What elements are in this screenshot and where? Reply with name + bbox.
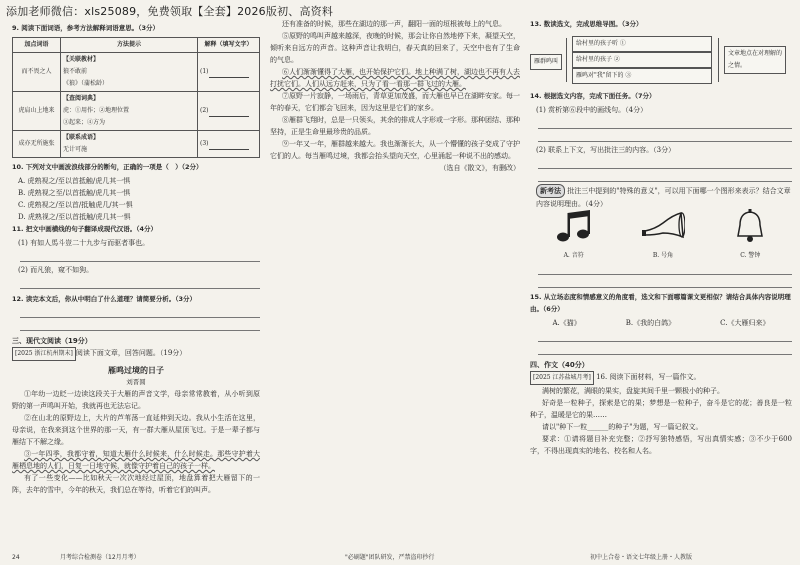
conclusion-text: 之情。 xyxy=(728,62,747,69)
passage-source: （选自《散文》，有删改） xyxy=(439,164,520,172)
answer-line[interactable] xyxy=(20,278,260,289)
option-a[interactable]: A. 虎熟视之/至以首抵触/虎几其一惧 xyxy=(18,177,131,185)
right-column xyxy=(530,18,792,457)
method-text: 《狼》（蒲松龄） xyxy=(63,80,109,87)
mind-map-item[interactable]: 给村里的孩子 ② xyxy=(572,52,712,68)
answer-index: (2) xyxy=(200,107,209,114)
table-word: 成亦无所施张 xyxy=(13,131,61,158)
question-14-part3 xyxy=(530,184,792,210)
right-footer: 初中上合卷・语文七年级上册・人教版 xyxy=(590,554,693,561)
passage-paragraph: ②在山北的原野边上，大片的芦苇荡一直延伸到天边。我从小生活在这里，母亲说，在我来到这个世界的那一天，有一群大雁从屋顶飞过。于是一辈子都与雁结下不解之缘。 xyxy=(12,414,260,446)
answer-line[interactable] xyxy=(538,264,792,275)
middle-column xyxy=(270,18,520,174)
passage-intro xyxy=(12,347,260,361)
question-14-part2: (2) 联系上下文，写出批注三的内容。（3分） xyxy=(536,146,676,154)
question-14-part3-text: 批注三中提到的"特殊的意义"，可以用下面哪一个图形来表示？结合文章内容说明理由。（4分） xyxy=(536,187,791,208)
question-16-head xyxy=(530,371,792,385)
question-9-title: 9. 阅读下面词语，参考方法解释词语意思。（3分） xyxy=(12,24,160,32)
image-label: B. 号角 xyxy=(652,252,674,259)
passage-paragraph: ⑧雁群飞翔时，总是一只领头，其余的排成人字形或一字形。那种团结、那种坚持，正是生命里最珍贵的品质。 xyxy=(270,116,520,136)
option-d[interactable]: D. 虎熟视之/至以首抵触/虎几其一惧 xyxy=(18,213,131,221)
passage-title: 雁鸣过境的日子 xyxy=(108,365,164,375)
question-15-title: 15. 从立场态度和情感意义的角度看，选文和下面哪篇课文更相似？请结合具体内容说明理由。（6分） xyxy=(530,293,791,313)
page-number: 24 xyxy=(12,554,20,561)
table-header-row xyxy=(13,38,260,53)
answer-line[interactable] xyxy=(538,344,792,355)
image-option-c[interactable] xyxy=(732,209,768,262)
answer-line[interactable] xyxy=(20,251,260,262)
answer-line[interactable] xyxy=(538,277,792,288)
table-row xyxy=(13,92,260,131)
passage-paragraph: ⑦原野一片寂静，一场雨后，青草更加茂盛，而大雁也早已在湖畔安家。每一年的春天，它们都会飞回来，因为这里是它们的家乡。 xyxy=(270,92,520,112)
image-option-a[interactable] xyxy=(554,209,594,262)
passage-paragraph: 还有准备的时候，那些在湖边的那一声，翻阳一面的垣根被每上的气息。 xyxy=(282,20,506,28)
horn-icon xyxy=(641,209,685,245)
table-answer[interactable] xyxy=(198,53,260,92)
question-10-title: 10. 下列对文中画波浪线部分的断句，正确的一项是（ ）（2分） xyxy=(12,163,203,171)
option-a[interactable]: A.《猫》 xyxy=(552,319,581,327)
section-3-heading: 三、现代文阅读（19分） xyxy=(12,337,92,345)
table-method xyxy=(61,92,198,131)
mind-map-brace xyxy=(566,38,567,82)
passage-paragraph: 有了一些变化——比如秋天一次次地经过屋顶，地盘算着把大雁留下的一阵，去年的雪中，今年的秋天，我们总在等待，听着它们的叫声。 xyxy=(12,474,260,494)
section-4-heading: 四、作文（40分） xyxy=(530,361,589,369)
answer-line[interactable] xyxy=(538,331,792,342)
option-b[interactable]: B. 虎熟视之至/以首抵触/虎几其一惧 xyxy=(18,189,131,197)
method-title: 【联系成语】 xyxy=(63,134,100,141)
source-tag: [2025 浙江杭州期末] xyxy=(12,347,76,361)
question-14-title: 14. 根据选文内容，完成下面任务。（7分） xyxy=(530,92,656,100)
music-note-icon xyxy=(554,209,594,245)
question-11-part1: (1) 有如人馬斗豈二十九步与而驱者事也。 xyxy=(18,239,150,247)
table-row xyxy=(13,53,260,92)
method-text: 虎：①用作；②地理位置 xyxy=(63,107,130,114)
table-answer[interactable] xyxy=(198,131,260,158)
method-title: 【查阅词典】 xyxy=(63,95,100,102)
question-12-title: 12. 读完本文后，你从中明白了什么道理？请简要分析。（3分） xyxy=(12,295,197,303)
answer-line[interactable] xyxy=(20,320,260,331)
table-header: 加点词语 xyxy=(13,38,61,53)
option-b[interactable]: B.《我的白鸽》 xyxy=(625,319,676,327)
answer-index: (1) xyxy=(200,68,209,75)
source-tag: [2025 江苏盐城月考] xyxy=(530,371,594,385)
question-14-part1: (1) 赏析第⑥段中的画线句。（4分） xyxy=(536,106,648,114)
table-word: 虎肩山上地来 xyxy=(13,92,61,131)
answer-index: (3) xyxy=(200,140,209,147)
question-11-part2: (2) 而凡狼，窥不如狗。 xyxy=(18,266,94,274)
image-option-b[interactable] xyxy=(641,209,685,262)
option-c[interactable]: C.《大雁归来》 xyxy=(720,319,770,327)
passage-paragraph: ⑥人们渐渐懂得了大雁，也开始保护它们。地上种满了树，湖边也不再有人去打扰它们。人们从远方赶来，只为了看一看那一群飞过的大雁。 xyxy=(270,68,520,88)
conclusion-text: 文章地点在对理解的 xyxy=(728,50,783,57)
mind-map-conclusion xyxy=(724,46,786,74)
table-method xyxy=(61,53,198,92)
mind-map-item[interactable]: 雁鸣对"我"留下的 ③ xyxy=(572,68,712,84)
mind-map-brace xyxy=(718,38,719,82)
image-label: C. 警钟 xyxy=(740,252,761,259)
table-row xyxy=(13,131,260,158)
question-15-options xyxy=(530,317,792,329)
question-11-title: 11. 把文中画横线的句子翻译成现代汉语。（4分） xyxy=(12,225,158,233)
passage-paragraph: ③一年四季，我都守着，知道大雁什么时候来，什么时候走。那些守护着大雁栖息地的人们，日复一日地守候，就像守护着自己的孩子一样。 xyxy=(12,450,260,470)
bell-icon xyxy=(732,209,768,245)
image-label: A. 音符 xyxy=(563,252,584,259)
passage-paragraph: ⑤原野的鸣叫声越来越深，夜晚的时候，那会让你自然地停下来，凝望天空，倾听来自远方的声音。这种声音让我明白，春天真的回来了，天空中也有了生命的气息。 xyxy=(270,32,520,64)
left-footer: 月考综合检测卷（12月月考） xyxy=(60,554,140,561)
method-text: 狼不敢前 xyxy=(63,68,88,75)
essay-material: 满树的繁花，满眼的果实，盘旋其间千里一颗极小的种子。 xyxy=(542,387,724,395)
middle-footer: "必刷题"团队研发，严禁盗印抄行 xyxy=(345,554,435,561)
option-images xyxy=(530,214,792,262)
mind-map-item[interactable]: 给村里的孩子听 ① xyxy=(572,36,712,52)
essay-requirements: 要求：①请将题目补充完整；②抒写独特感悟，写出真情实感；③不少于600字，不得出现真实的地名、校名和人名。 xyxy=(530,435,792,455)
table-header: 解释（填写文字） xyxy=(198,38,260,53)
method-title: 【关联教材】 xyxy=(63,56,100,63)
table-word: 而不畏之人 xyxy=(13,53,61,92)
option-c[interactable]: C. 虎熟视之/至以首/抵触虎几/其一惧 xyxy=(18,201,133,209)
answer-line[interactable] xyxy=(538,171,792,182)
method-table xyxy=(12,37,260,158)
method-text: 无计可施 xyxy=(63,146,88,153)
passage-author: 刘晋圆 xyxy=(126,378,146,386)
table-header: 方法提示 xyxy=(61,38,198,53)
table-method xyxy=(61,131,198,158)
essay-material: 好奇是一粒种子，探索是它的果；梦想是一粒种子，奋斗是它的花；善良是一粒种子，温暖是它的果…… xyxy=(530,399,792,419)
watermark-text: 添加老师微信：xls25089，免费领取【全套】2026版初、高资料 xyxy=(6,5,334,18)
passage-paragraph: ⑨一年又一年，雁群越来越大。我也渐渐长大，从一个懵懂的孩子变成了守护它们的人。每当雁鸣过境，我都会抬头望向天空，心里涌起一种说不出的感动。 xyxy=(270,140,520,160)
mind-map xyxy=(530,34,792,86)
answer-line[interactable] xyxy=(538,131,792,142)
answer-line[interactable] xyxy=(538,158,792,169)
essay-prompt: 请以"种下一粒______的种子"为题，写一篇记叙文。 xyxy=(542,423,703,431)
method-text: ③起来；④方为 xyxy=(63,119,106,126)
answer-line[interactable] xyxy=(538,118,792,129)
passage-paragraph: ①年幼一边眨一边读这段关于大雁的声音文学，母亲常常教着，从小听到原野的第一声鸣叫开始，我就再也无法忘记。 xyxy=(12,390,260,410)
intro-text: 阅读下面文章，回答问题。（19分） xyxy=(75,349,187,357)
table-answer[interactable] xyxy=(198,92,260,131)
question-16-title: 16. 阅读下面材料，写一篇作文。 xyxy=(596,373,701,381)
left-column xyxy=(12,22,260,496)
answer-line[interactable] xyxy=(20,307,260,318)
mind-map-center: 雁群鸣叫 xyxy=(530,54,562,70)
new-method-badge: 新考法 xyxy=(536,184,565,198)
question-13-title: 13. 数读选文，完成思维导图。（3分） xyxy=(530,20,643,28)
